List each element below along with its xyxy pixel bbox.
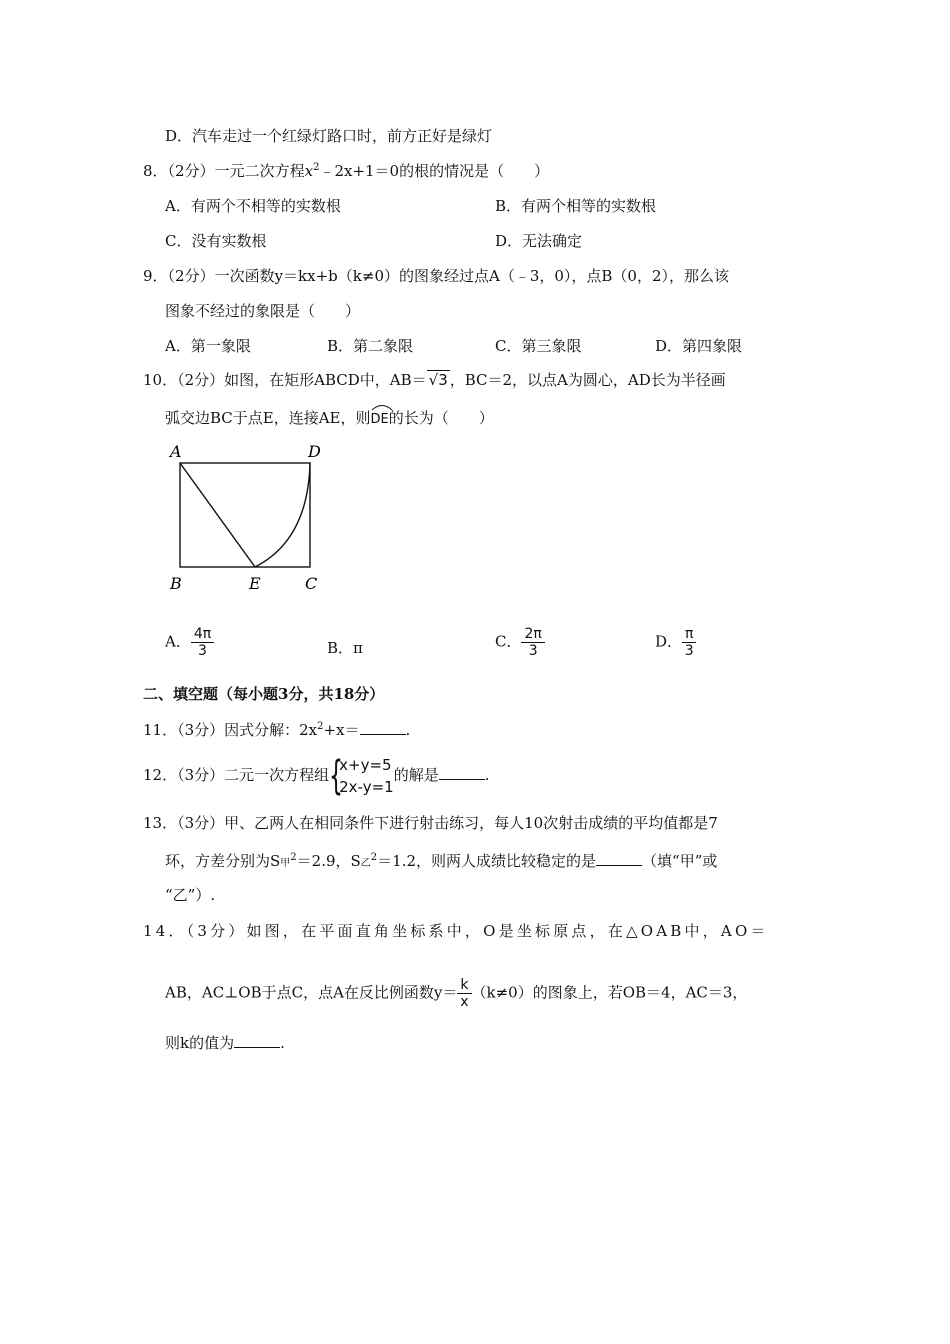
q8-option-b: B．有两个相等的实数根 [495, 197, 657, 215]
segment-ae [180, 463, 255, 567]
q8-option-d: D．无法确定 [495, 232, 583, 250]
q10-option-c: C． $\frac{2\pi}{3}$ [495, 626, 545, 659]
q9-stem-line1: 9．（2分）一次函数y＝kx+b（k≠0）的图象经过点A（﹣3，0），点B（0，2），那么该 [143, 267, 730, 285]
arc-de-symbol: DE [371, 410, 389, 430]
q12-stem: 12．（3分）二元一次方程组 { x+y=5 2x-y=1 的解是 . [143, 753, 490, 799]
q11-stem: 11．（3分）因式分解：$2x^2+x=$ . [143, 721, 411, 739]
rectangle-figure [160, 440, 330, 600]
label-d: D [308, 442, 321, 461]
arc-de [255, 463, 310, 567]
q9-option-c: C．第三象限 [495, 337, 582, 355]
q7-option-d: D．汽车走过一个红绿灯路口时，前方正好是绿灯 [165, 127, 493, 145]
answer-blank[interactable] [234, 1033, 280, 1048]
answer-blank[interactable] [360, 720, 406, 735]
q14-stem-line1: 14．（3分）如图，在平面直角坐标系中，O是坐标原点，在△OAB中，AO＝ [143, 922, 769, 940]
q9-stem-line2: 图象不经过的象限是（ ） [165, 302, 361, 320]
q13-stem-line2: 环，方差分别为S甲$^2$＝2.9，S乙$^2$＝1.2，则两人成绩比较稳定的是 （填“甲”或 [165, 852, 718, 870]
answer-blank[interactable] [439, 765, 485, 780]
q9-option-d: D．第四象限 [655, 337, 743, 355]
section-title: 二、填空题（每小题3分，共18分） [143, 685, 385, 703]
q9-option-a: A．第一象限 [165, 337, 251, 355]
q10-stem-line1: 10．（2分）如图，在矩形ABCD中，AB＝ √3 ，BC＝2，以点A为圆心，AD长为半径画 [143, 371, 726, 389]
answer-blank[interactable] [596, 851, 642, 866]
label-c: C [305, 574, 318, 593]
q13-stem-line1: 13．（3分）甲、乙两人在相同条件下进行射击练习，每人10次射击成绩的平均值都是7 [143, 814, 718, 832]
q10-stem-line2: 弧交边BC于点E，连接AE，则 DE的长为（ ） [165, 408, 494, 430]
rectangle-abcd [180, 463, 310, 567]
q8-stem: 8．（2分）一元二次方程$x^2﹣2x+1=0$的根的情况是（ ） [143, 162, 550, 180]
label-a: A [170, 442, 182, 461]
q8-option-a: A．有两个不相等的实数根 [165, 197, 341, 215]
q9-option-b: B．第二象限 [327, 337, 414, 355]
q10-option-b: B．π [327, 639, 363, 657]
q14-stem-line3: 则k的值为 . [165, 1034, 285, 1052]
q10-option-a: A． $\frac{4\pi}{3}$ [165, 626, 214, 659]
q13-stem-line3: “乙”）. [165, 886, 216, 904]
q10-option-d: D． $\frac{\pi}{3}$ [655, 626, 696, 659]
label-b: B [170, 574, 182, 593]
q8-option-c: C．没有实数根 [165, 232, 267, 250]
equation-system: { x+y=5 2x-y=1 [329, 753, 394, 799]
label-e: E [249, 574, 261, 593]
sqrt-symbol: √3 [428, 371, 448, 389]
q14-stem-line2: AB，AC⊥OB于点C，点A在反比例函数y＝ $\frac{k}{x}$ （k≠0）的图象上，若OB＝4，AC＝3， [165, 977, 748, 1010]
